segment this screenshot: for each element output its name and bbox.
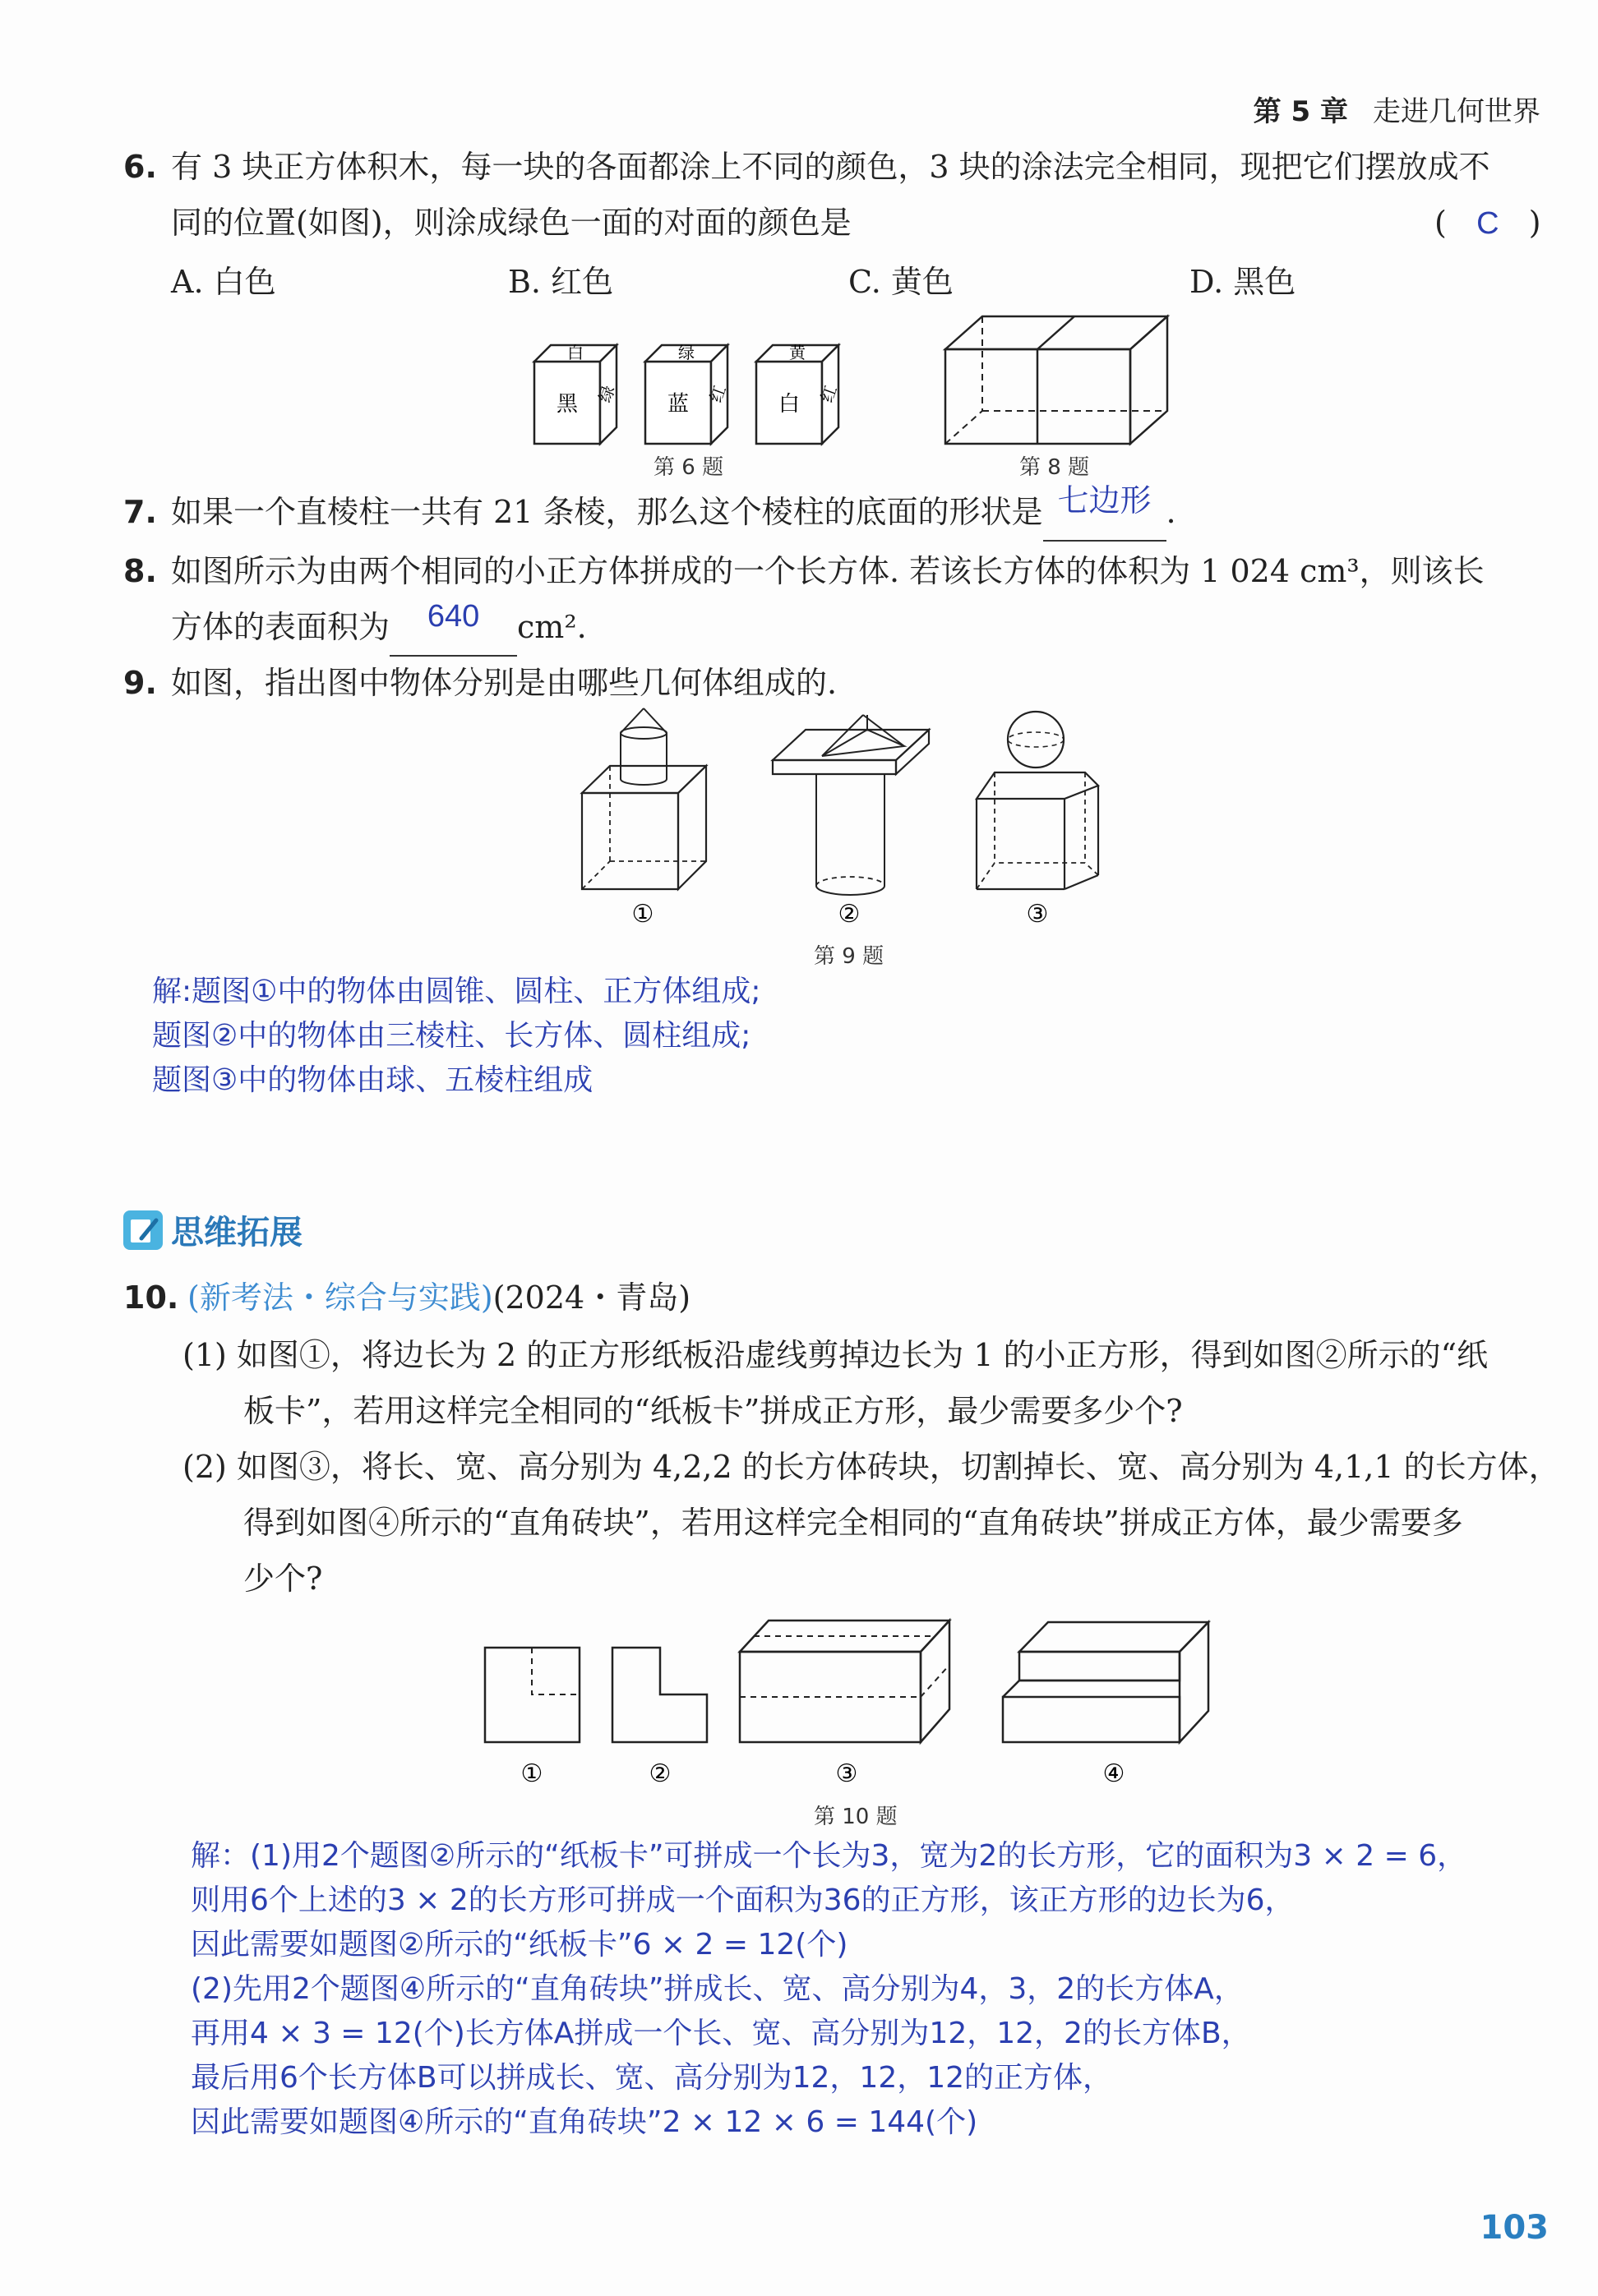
- cube-1: [534, 343, 619, 444]
- q9-caption: 第 9 题: [814, 944, 884, 969]
- q6-option-d: D. 黑色: [1189, 264, 1296, 300]
- q7-line: [123, 485, 1176, 542]
- q6-answer-bracket: [1434, 196, 1541, 251]
- q10-part2-line2: 得到如图④所示的“直角砖块”，若用这样完全相同的“直角砖块”拼成正方体，最少需要多: [243, 1505, 1463, 1541]
- q10-solution-line-5: 再用4 × 3 = 12(个)长方体A拼成一个长、宽、高分别为12，12，2的长方体B，: [191, 2017, 1251, 2050]
- q9-shape-1: [582, 708, 706, 889]
- q9-line: [123, 656, 837, 710]
- q7-number: 7.: [123, 494, 157, 530]
- q10-figure: [481, 1611, 1237, 1788]
- q6-option-a: A. 白色: [171, 264, 276, 300]
- cube-2: [645, 343, 730, 444]
- q9-number: 9.: [123, 665, 157, 701]
- q6-answer: C: [1476, 206, 1499, 241]
- q9-shape-2: [773, 715, 929, 895]
- q9-figure: [575, 707, 1118, 929]
- cube-3-front: 白: [778, 392, 801, 417]
- q8-unit: cm².: [517, 609, 587, 645]
- q10-solution-line-7: 因此需要如题图④所示的“直角砖块”2 × 12 × 6 = 144(个): [191, 2105, 978, 2139]
- cube-2-top: 绿: [678, 343, 695, 362]
- q9-shape-3: [977, 712, 1098, 889]
- q6-option-b: B. 红色: [508, 264, 614, 300]
- q6-option-c: C. 黄色: [848, 264, 954, 300]
- cube-1-top: 白: [567, 343, 584, 362]
- chapter-number: 第 5 章: [1253, 95, 1348, 128]
- q10-label-1: ①: [520, 1759, 543, 1788]
- q8-caption: 第 8 题: [1019, 455, 1090, 480]
- q6-cubes-figure: [526, 329, 904, 444]
- chapter-header: [1254, 89, 1540, 129]
- cube-3-side: 红: [816, 382, 841, 405]
- q8-number: 8.: [123, 553, 157, 589]
- cube-3-top: 黄: [789, 343, 806, 362]
- q7-answer: 七边形: [1057, 484, 1152, 519]
- q10-label-4: ④: [1102, 1759, 1125, 1788]
- q10-solution-line-4: (2)先用2个题图④所示的“直角砖块”拼成长、宽、高分别为4，3，2的长方体A，: [191, 1972, 1244, 2006]
- q9-label-2: ②: [838, 900, 861, 929]
- chapter-title: 走进几何世界: [1373, 95, 1540, 128]
- cube-1-front: 黑: [556, 392, 579, 417]
- q10-label-2: ②: [649, 1759, 672, 1788]
- cube-2-front: 蓝: [667, 392, 690, 417]
- section-heading: [123, 1206, 303, 1253]
- section-title: 思维拓展: [171, 1214, 303, 1252]
- q7-answer-blank: [1043, 485, 1166, 542]
- bracket-close: ): [1528, 205, 1541, 241]
- q10-part2-line1: (2) 如图③，将长、宽、高分别为 4,2,2 的长方体砖块，切割掉长、宽、高分别为 4,1,1 的长方体，: [182, 1449, 1560, 1485]
- q6-caption: 第 6 题: [654, 455, 724, 480]
- q10-caption: 第 10 题: [814, 1805, 898, 1829]
- q10-solution-line-1: 解：(1)用2个题图②所示的“纸板卡”可拼成一个长为3，宽为2的长方形，它的面积为3 × 2 = 6，: [191, 1839, 1467, 1873]
- q8-line1: [123, 544, 1485, 598]
- q9-solution-line-3: 题图③中的物体由球、五棱柱组成: [152, 1063, 593, 1097]
- cube-3: [756, 343, 841, 444]
- q10-shape-3: [740, 1621, 949, 1742]
- q7-text: 如果一个直棱柱一共有 21 条棱，那么这个棱柱的底面的形状是: [171, 494, 1043, 530]
- q7-end: .: [1166, 494, 1176, 530]
- q8-line2: [171, 600, 587, 657]
- q10-part1-line2: 板卡”，若用这样完全相同的“纸板卡”拼成正方形，最少需要多少个?: [243, 1393, 1183, 1429]
- q10-number: 10.: [123, 1279, 179, 1316]
- q9-solution-line-2: 题图②中的物体由三棱柱、长方体、圆柱组成;: [152, 1019, 751, 1053]
- q10-shape-4: [1003, 1622, 1208, 1742]
- q6-line1: [123, 140, 1490, 194]
- q10-part1-line1: (1) 如图①，将边长为 2 的正方形纸板沿虚线剪掉边长为 1 的小正方形，得到如图②所示的“纸: [182, 1337, 1489, 1373]
- bracket-open: (: [1434, 205, 1447, 241]
- cube-1-side: 绿: [594, 382, 619, 405]
- page-number: 103: [1480, 2209, 1549, 2247]
- q10-label-3: ③: [835, 1759, 858, 1788]
- q10-tag: (新考法・综合与实践): [187, 1279, 493, 1316]
- q8-text-2: 方体的表面积为: [171, 609, 390, 645]
- q10-solution-line-6: 最后用6个长方体B可以拼成长、宽、高分别为12，12，12的正方体，: [191, 2061, 1113, 2095]
- q8-answer-blank: [390, 600, 517, 657]
- q10-shape-1: [485, 1648, 580, 1742]
- q6-text-1: 有 3 块正方体积木，每一块的各面都涂上不同的颜色，3 块的涂法完全相同，现把它们摆放成不: [171, 149, 1490, 185]
- q10-shape-2: [612, 1648, 707, 1742]
- q9-label-3: ③: [1026, 900, 1049, 929]
- q9-text: 如图，指出图中物体分别是由哪些几何体组成的.: [171, 665, 838, 701]
- q6-text-2: 同的位置(如图)，则涂成绿色一面的对面的颜色是: [171, 205, 852, 241]
- q8-cuboid-figure: [941, 312, 1188, 444]
- q6-number: 6.: [123, 149, 157, 185]
- cube-2-side: 红: [705, 382, 730, 405]
- q9-label-1: ①: [631, 900, 654, 929]
- q9-solution-line-1: 解:题图①中的物体由圆锥、圆柱、正方体组成;: [152, 975, 761, 1008]
- q6-line2: [171, 196, 852, 250]
- q10-solution-line-2: 则用6个上述的3 × 2的长方形可拼成一个面积为36的正方形，该正方形的边长为6，: [191, 1883, 1295, 1917]
- q10-part2-line3: 少个?: [243, 1561, 323, 1597]
- pencil-note-icon: [123, 1210, 163, 1250]
- q10-solution-line-3: 因此需要如题图②所示的“纸板卡”6 × 2 = 12(个): [191, 1928, 848, 1962]
- q8-answer: 640: [427, 599, 480, 634]
- q10-header: [123, 1270, 690, 1325]
- q8-text-1: 如图所示为由两个相同的小正方体拼成的一个长方体. 若该长方体的体积为 1 024 cm³，则该长: [171, 553, 1485, 589]
- q10-source: (2024・青岛): [492, 1279, 691, 1316]
